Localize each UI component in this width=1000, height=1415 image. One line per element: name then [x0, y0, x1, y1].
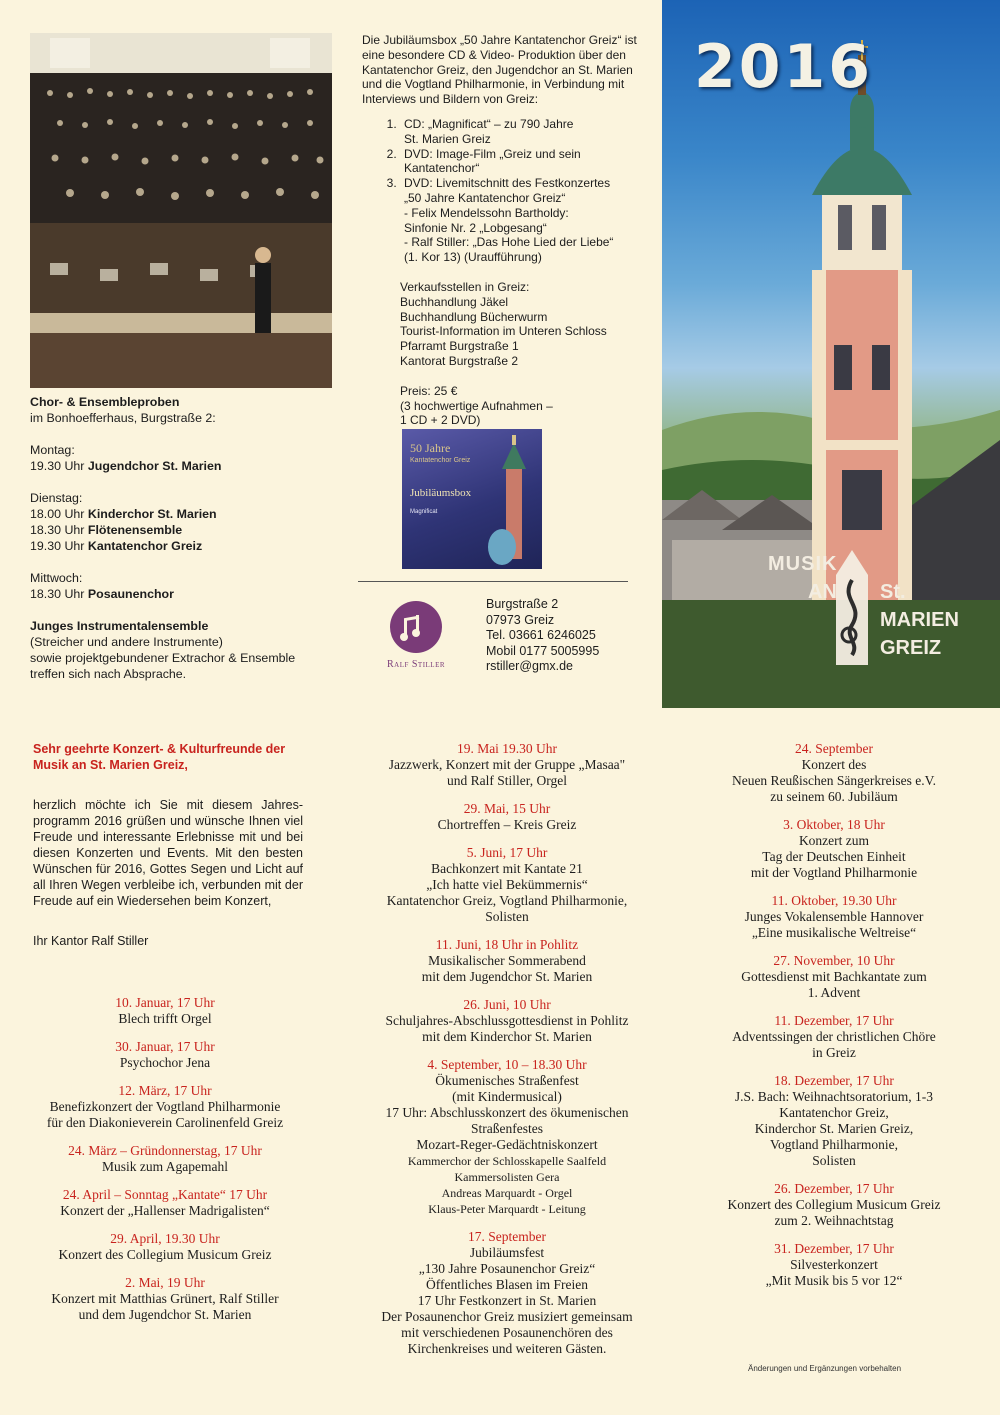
contact-phone[interactable]: Tel. 03661 6246025 — [486, 628, 596, 642]
event-date: 10. Januar, 17 Uhr — [115, 995, 215, 1010]
event-line: „Mit Musik bis 5 vor 12“ — [765, 1273, 903, 1288]
event-line: Kirchenkreises und weiteren Gästen. — [407, 1341, 607, 1356]
event-item — [368, 997, 646, 1045]
event-line: Konzert zum — [798, 833, 870, 848]
event-line: Konzert des Collegium Musicum Greiz — [727, 1197, 941, 1212]
event-line: und dem Jugendchor St. Marien — [78, 1307, 252, 1322]
event-date: 5. Juni, 17 Uhr — [466, 845, 548, 860]
event-item — [30, 1231, 300, 1263]
tuesday-group-3: Kantatenchor Greiz — [87, 539, 203, 553]
event-line: Junges Vokalensemble Hannover — [744, 909, 924, 924]
logo-greiz: GREIZ — [880, 637, 942, 659]
event-item — [30, 1143, 300, 1175]
event-line: mit der Vogtland Philharmonie — [750, 865, 918, 880]
wednesday-time: 18.30 Uhr — [30, 587, 85, 601]
event-line: Konzert der „Hallenser Madrigalisten“ — [60, 1203, 270, 1218]
box-contents-list — [362, 117, 642, 265]
jubilee-box-description — [362, 33, 642, 428]
jubilee-box-cover — [402, 429, 542, 569]
event-line: Blech trifft Orgel — [118, 1011, 212, 1026]
changes-note: Änderungen und Ergänzungen vorbehalten — [748, 1364, 902, 1373]
event-line: Silvesterkonzert — [790, 1257, 878, 1272]
event-item — [30, 1275, 300, 1323]
contact-mobile[interactable]: Mobil 0177 5005995 — [486, 643, 600, 658]
event-line: Konzert des Collegium Musicum Greiz — [58, 1247, 272, 1262]
event-item — [368, 741, 646, 789]
greeting-body: herzlich möchte ich Sie mit diesem Jahresprogramm 2016 grüßen und wünsche Ihnen viel Freude und interessante Erlebnisse mit und bei diesen Konzerten und Events. Mit den besten Wünschen für 2016, Gottes Segen und Licht auf all Ihren Wegen verbleibe ich, verbunden mit der Freude auf ein Wiedersehen beim Konzert, — [33, 798, 303, 908]
contact-email[interactable]: rstiller@gmx.de — [486, 659, 574, 673]
monday-label: Montag: — [30, 443, 75, 457]
contact-divider — [358, 581, 628, 582]
event-line: Gottesdienst mit Bachkantate zum — [741, 969, 927, 984]
tuesday-time-1: 18.00 Uhr — [30, 507, 85, 521]
event-date: 11. Juni, 18 Uhr in Pohlitz — [435, 937, 579, 952]
event-date: 2. Mai, 19 Uhr — [125, 1275, 205, 1290]
event-line: 17 Uhr: Abschlusskonzert des ökumenischen — [385, 1105, 629, 1120]
event-line: Konzert mit Matthias Grünert, Ralf Stiller — [51, 1291, 279, 1306]
cover-magnificat: Magnificat — [410, 509, 438, 515]
event-item — [714, 1073, 954, 1169]
choir-photo — [30, 33, 332, 388]
rehearsal-info — [30, 394, 330, 682]
event-line: Mozart-Reger-Gedächtniskonzert — [416, 1137, 598, 1152]
event-line: (mit Kindermusical) — [452, 1089, 562, 1104]
event-line: Bachkonzert mit Kantate 21 — [431, 861, 583, 876]
event-date: 26. Dezember, 17 Uhr — [774, 1181, 894, 1196]
greeting-column — [33, 741, 303, 949]
event-line: Adventssingen der christlichen Chöre — [732, 1029, 936, 1044]
event-date: 24. April – Sonntag „Kantate“ 17 Uhr — [62, 1187, 268, 1202]
event-item — [30, 995, 300, 1027]
event-line: Musik zum Agapemahl — [102, 1159, 228, 1174]
event-item — [714, 1181, 954, 1229]
event-line: Neuen Reußischen Sängerkreises e.V. — [731, 773, 937, 788]
logo-marien: MARIEN — [880, 609, 959, 631]
sales-points: Verkaufsstellen in Greiz: Buchhandlung Jäkel Buchhandlung Bücherwurm Tourist-Information im Unteren Schloss Pfarramt Burgstraße 1 Kantorat Burgstraße 2 — [400, 279, 607, 368]
event-line: Tag der Deutschen Einheit — [762, 849, 906, 864]
contact-city: 07973 Greiz — [486, 612, 555, 627]
event-line: Jazzwerk, Konzert mit der Gruppe „Masaa" — [388, 757, 626, 772]
event-line: Benefizkonzert der Vogtland Philharmonie — [49, 1099, 281, 1114]
box-item-1: 1. CD: „Magnificat“ – zu 790 Jahre St. Marien Greiz — [400, 117, 642, 147]
event-date: 29. Mai, 15 Uhr — [463, 801, 551, 816]
event-date: 12. März, 17 Uhr — [118, 1083, 212, 1098]
event-line: Ökumenisches Straßenfest — [435, 1073, 579, 1088]
event-date: 11. Dezember, 17 Uhr — [774, 1013, 894, 1028]
event-item — [368, 937, 646, 985]
tuesday-label: Dienstag: — [30, 491, 83, 505]
event-line: Jubiläumsfest — [469, 1245, 545, 1260]
event-line: Musikalischer Sommerabend — [428, 953, 586, 968]
logo-name: Ralf Stiller — [386, 659, 446, 670]
event-item — [368, 1229, 646, 1357]
event-line: Solisten — [812, 1153, 856, 1168]
event-item — [714, 1241, 954, 1289]
event-line: zu seinem 60. Jubiläum — [770, 789, 898, 804]
event-item — [368, 801, 646, 833]
event-date: 3. Oktober, 18 Uhr — [783, 817, 885, 832]
event-item — [368, 1057, 646, 1217]
events-column-2 — [368, 741, 646, 1369]
event-date: 31. Dezember, 17 Uhr — [774, 1241, 894, 1256]
choir-photo-illustration — [30, 33, 332, 388]
event-date: 29. April, 19.30 Uhr — [110, 1231, 220, 1246]
box-item-3: 3. DVD: Livemitschnitt des Festkonzertes „50 Jahre Kantatenchor Greiz“ - Felix Mendelssohn Bartholdy: Sinfonie Nr. 2 „Lobgesang“ - Ralf Stiller: „Das Hohe Lied der Liebe“ (1. Kor 13) (Uraufführung) — [400, 176, 642, 265]
greeting-signature: Ihr Kantor Ralf Stiller — [33, 934, 149, 948]
tuesday-time-3: 19.30 Uhr — [30, 539, 85, 553]
instrumental-title: Junges Instrumentalensemble — [30, 619, 209, 633]
rehearsal-location: im Bonhoefferhaus, Burgstraße 2: — [30, 411, 216, 425]
event-line: und Ralf Stiller, Orgel — [447, 773, 567, 788]
contact-street: Burgstraße 2 — [486, 597, 559, 611]
event-item — [30, 1039, 300, 1071]
event-item — [714, 953, 954, 1001]
event-item — [30, 1083, 300, 1131]
event-line-small: Kammersolisten Gera — [454, 1170, 560, 1184]
box-intro: Die Jubiläumsbox „50 Jahre Kantatenchor Greiz“ ist eine besondere CD & Video- Produktion über den Kantatenchor Greiz, den Jugendchor an St. Marien und die Vogtland Philharmonie, in Verbindung mit Interviews und Bildern von Greiz: — [362, 33, 637, 107]
event-line: Schuljahres-Abschlussgottesdienst in Pohlitz — [385, 1013, 629, 1028]
event-date: 4. September, 10 – 18.30 Uhr — [427, 1057, 587, 1072]
cover-box-label: Jubiläumsbox — [410, 487, 472, 499]
event-line: Solisten — [485, 909, 529, 924]
greeting-heading: Sehr geehrte Konzert- & Kulturfreunde der Musik an St. Marien Greiz, — [33, 742, 286, 772]
event-line: für den Diakonieverein Carolinenfeld Greiz — [46, 1115, 284, 1130]
price-info: Preis: 25 € (3 hochwertige Aufnahmen – 1 CD + 2 DVD) — [400, 383, 553, 428]
event-item — [714, 817, 954, 881]
event-line: Kantatenchor Greiz, Vogtland Philharmonie, — [386, 893, 628, 908]
program-year: 2016 — [694, 32, 873, 102]
event-line: Chortreffen – Kreis Greiz — [437, 817, 577, 832]
event-item — [714, 741, 954, 805]
contact-block — [486, 597, 599, 675]
cover-title: 50 Jahre — [410, 441, 451, 455]
cover-banner — [662, 0, 1000, 708]
event-item — [368, 845, 646, 925]
event-line: „Eine musikalische Weltreise“ — [751, 925, 917, 940]
event-line: mit verschiedenen Posaunenchören des — [401, 1325, 613, 1340]
event-item — [714, 893, 954, 941]
event-line: „130 Jahre Posaunenchor Greiz“ — [418, 1261, 596, 1276]
event-line: Vogtland Philharmonie, — [770, 1137, 898, 1152]
monday-time: 19.30 Uhr — [30, 459, 85, 473]
event-date: 17. September — [468, 1229, 546, 1244]
event-line: zum 2. Weihnachtstag — [774, 1213, 894, 1228]
box-item-2: 2. DVD: Image-Film „Greiz und sein Kantatenchor“ — [400, 147, 642, 177]
event-line: Der Posaunenchor Greiz musiziert gemeinsam — [381, 1309, 633, 1324]
wednesday-group: Posaunenchor — [87, 587, 174, 601]
event-date: 26. Juni, 10 Uhr — [463, 997, 551, 1012]
tuesday-group-1: Kinderchor St. Marien — [87, 507, 217, 521]
event-line: in Greiz — [812, 1045, 856, 1060]
event-line: Straßenfestes — [471, 1121, 543, 1136]
event-line-small: Klaus-Peter Marquardt - Leitung — [428, 1202, 586, 1216]
event-date: 24. September — [795, 741, 873, 756]
logo-musik: MUSIK — [768, 553, 838, 575]
event-line: Kantatenchor Greiz, — [779, 1105, 889, 1120]
event-date: 18. Dezember, 17 Uhr — [774, 1073, 894, 1088]
wednesday-label: Mittwoch: — [30, 571, 83, 585]
ralf-stiller-logo — [376, 597, 456, 677]
event-line: Konzert des — [801, 757, 867, 772]
cover-subtitle: Kantatenchor Greiz — [410, 457, 471, 464]
event-line: J.S. Bach: Weihnachtsoratorium, 1-3 — [734, 1089, 934, 1104]
tuesday-time-2: 18.30 Uhr — [30, 523, 85, 537]
events-column-3 — [714, 741, 954, 1301]
instrumental-line-1: (Streicher und andere Instrumente) — [30, 635, 223, 649]
event-date: 11. Oktober, 19.30 Uhr — [771, 893, 897, 908]
event-date: 27. November, 10 Uhr — [773, 953, 895, 968]
logo-st: St. — [880, 581, 906, 603]
event-line: mit dem Kinderchor St. Marien — [422, 1029, 592, 1044]
event-item — [30, 1187, 300, 1219]
event-item — [714, 1013, 954, 1061]
event-line: 17 Uhr Festkonzert in St. Marien — [417, 1293, 597, 1308]
event-date: 24. März – Gründonnerstag, 17 Uhr — [68, 1143, 262, 1158]
cover-tower-icon — [402, 429, 542, 569]
event-line: mit dem Jugendchor St. Marien — [421, 969, 593, 984]
event-line: 1. Advent — [807, 985, 861, 1000]
event-line: Kinderchor St. Marien Greiz, — [754, 1121, 914, 1136]
event-line: Öffentliches Blasen im Freien — [425, 1277, 589, 1292]
rehearsal-title: Chor- & Ensembleproben — [30, 395, 180, 409]
instrumental-line-3: treffen sich nach Absprache. — [30, 667, 187, 681]
event-line: Psychochor Jena — [119, 1055, 211, 1070]
event-date: 30. Januar, 17 Uhr — [115, 1039, 215, 1054]
event-line-small: Andreas Marquardt - Orgel — [441, 1186, 573, 1200]
event-line-small: Kammerchor der Schlosskapelle Saalfeld — [407, 1154, 607, 1168]
logo-an: AN — [808, 581, 837, 603]
event-line: „Ich hatte viel Bekümmernis“ — [426, 877, 588, 892]
monday-group: Jugendchor St. Marien — [87, 459, 222, 473]
tuesday-group-2: Flötenensemble — [87, 523, 183, 537]
instrumental-line-2: sowie projektgebundener Extrachor & Ensemble — [30, 651, 296, 665]
events-column-1 — [30, 995, 300, 1335]
event-date: 19. Mai 19.30 Uhr — [456, 741, 558, 756]
